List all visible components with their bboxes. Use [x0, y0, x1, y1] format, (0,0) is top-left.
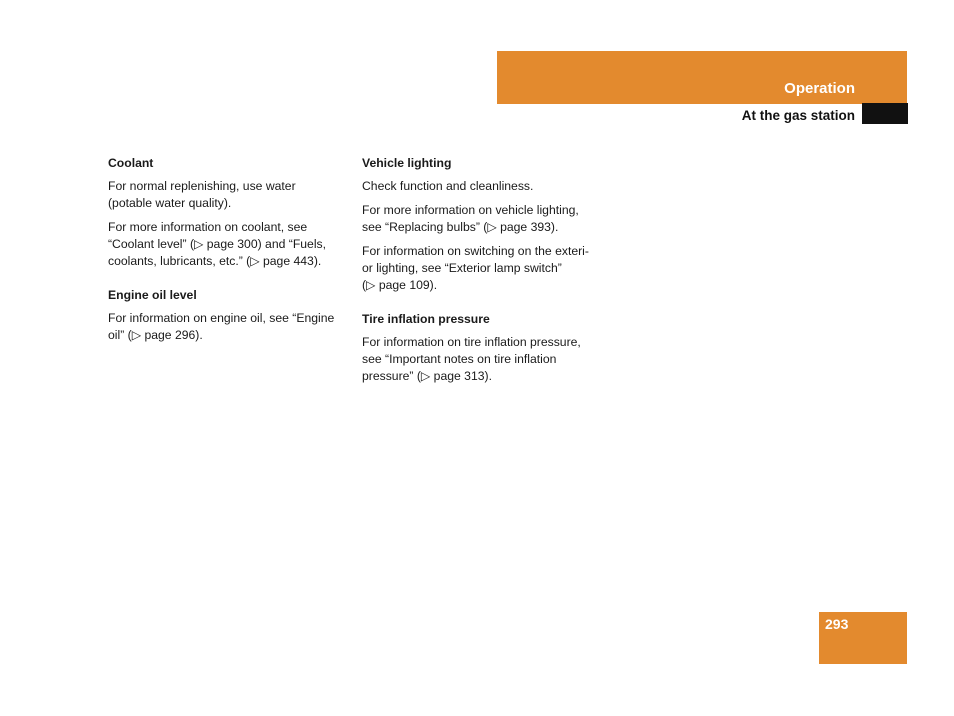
engine-oil-paragraph-1: For information on engine oil, see “Engine oil” (▷ page 296).: [108, 311, 335, 342]
coolant-paragraph-2: For more information on coolant, see “Coolant level” (▷ page 300) and “Fuels, coolants, lubricants, etc.” (▷ page 443).: [108, 220, 327, 268]
tire-pressure-paragraph-1: For information on tire inflation pressure, see “Important notes on tire inflation pressure” (▷ page 313).: [362, 335, 581, 383]
coolant-section: [108, 155, 348, 270]
vehicle-lighting-paragraph-1: Check function and cleanliness.: [362, 179, 534, 193]
section-marker: [862, 103, 908, 124]
page-number-tab: [819, 612, 907, 664]
vehicle-lighting-paragraph-3: For information on switching on the exteri- or lighting, see “Exterior lamp switch” (▷ page 109).: [362, 244, 589, 292]
vehicle-lighting-heading: Vehicle lighting: [362, 156, 452, 170]
chapter-title: Operation: [784, 80, 855, 97]
vehicle-lighting-section: [362, 155, 606, 294]
section-title: At the gas station: [741, 108, 855, 123]
coolant-paragraph-1: For normal replenishing, use water (potable water quality).: [108, 179, 296, 210]
page-number: 293: [825, 616, 849, 632]
engine-oil-section: [108, 287, 348, 344]
tire-pressure-section: [362, 311, 606, 385]
right-column: [362, 155, 606, 392]
coolant-heading: Coolant: [108, 156, 154, 170]
engine-oil-heading: Engine oil level: [108, 288, 197, 302]
tire-pressure-heading: Tire inflation pressure: [362, 312, 490, 326]
left-column: [108, 155, 348, 351]
chapter-tab: [497, 51, 907, 104]
vehicle-lighting-paragraph-2: For more information on vehicle lighting, see “Replacing bulbs” (▷ page 393).: [362, 203, 579, 234]
